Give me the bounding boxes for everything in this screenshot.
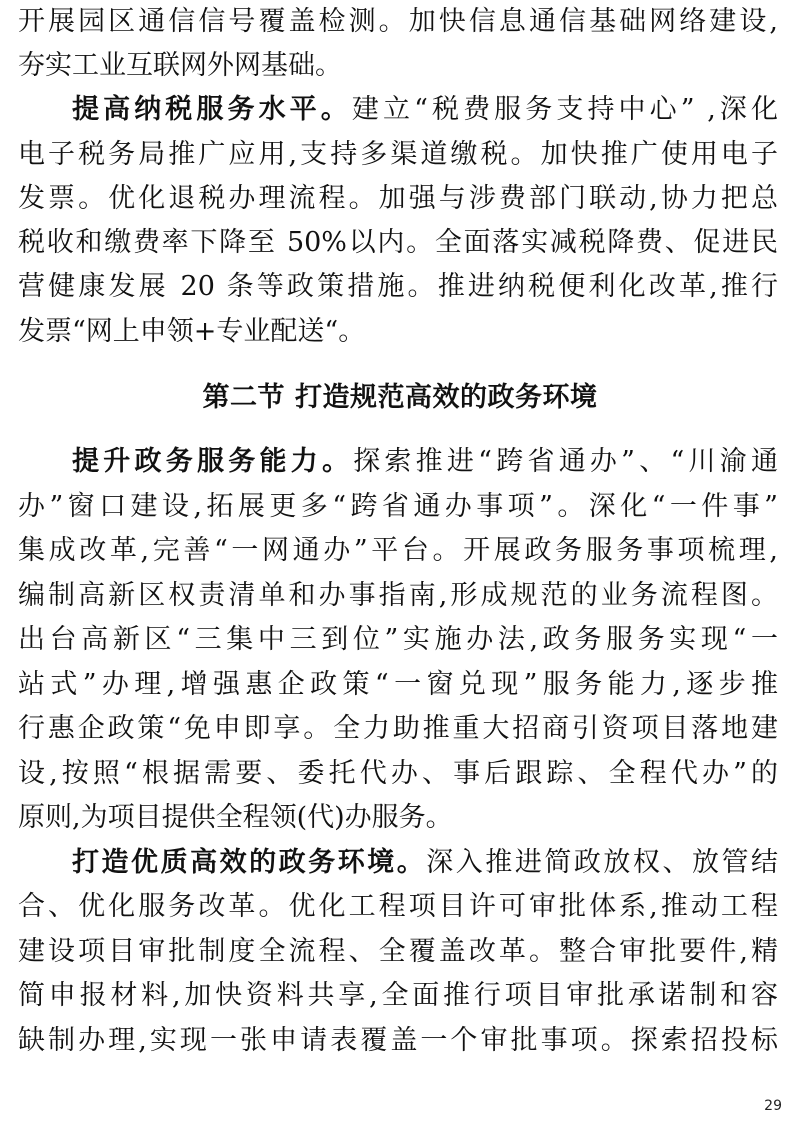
paragraph-first-line (72, 440, 778, 484)
paragraph-lead: 打造优质高效的政务环境。 (72, 847, 427, 878)
paragraph-lead: 提升政务服务能力。 (72, 446, 354, 477)
paragraph-first-line (72, 88, 778, 132)
paragraph-text: 探索推进“跨省通办”、“川渝通 (353, 446, 778, 477)
body-line: 简申报材料,加快资料共享,全面推行项目审批承诺制和容 (18, 980, 778, 1011)
body-line: 建设项目审批制度全流程、全覆盖改革。整合审批要件,精 (18, 936, 778, 967)
body-line: 设,按照“根据需要、委托代办、事后跟踪、全程代办”的 (18, 758, 778, 789)
body-line: 行惠企政策“免申即享。全力助推重大招商引资项目落地建 (18, 713, 778, 744)
body-line: 集成改革,完善“一网通办”平台。开展政务服务事项梳理, (18, 535, 778, 566)
paragraph-first-line (72, 841, 778, 885)
body-line: 站式”办理,增强惠企政策“一窗兑现”服务能力,逐步推 (18, 669, 778, 700)
body-line: 营健康发展 20 条等政策措施。推进纳税便利化改革,推行 (18, 271, 778, 302)
body-line: 开展园区通信信号覆盖检测。加快信息通信基础网络建设, (18, 6, 778, 37)
paragraph-lead: 提高纳税服务水平。 (72, 94, 352, 125)
body-line: 电子税务局推广应用,支持多渠道缴税。加快推广使用电子 (18, 139, 778, 170)
section-heading: 第二节 打造规范高效的政务环境 (202, 382, 598, 413)
body-line: 出台高新区“三集中三到位”实施办法,政务服务实现“一 (18, 624, 778, 655)
body-line: 编制高新区权责清单和办事指南,形成规范的业务流程图。 (18, 580, 778, 611)
body-line: 办”窗口建设,拓展更多“跨省通办事项”。深化“一件事” (18, 491, 778, 522)
body-line: 发票“网上申领+专业配送“。 (18, 316, 366, 347)
paragraph-text: 建立“税费服务支持中心” ,深化 (351, 94, 778, 125)
page-number: 29 (764, 1098, 782, 1114)
body-line: 夯实工业互联网外网基础。 (18, 50, 342, 81)
paragraph-text: 深入推进简政放权、放管结 (426, 847, 779, 878)
body-line: 缺制办理,实现一张申请表覆盖一个审批事项。探索招投标 (18, 1025, 778, 1056)
body-line: 发票。优化退税办理流程。加强与涉费部门联动,协力把总 (18, 183, 778, 214)
body-line: 税收和缴费率下降至 50%以内。全面落实减税降费、促进民 (18, 227, 778, 258)
body-line: 原则,为项目提供全程领(代)办服务。 (18, 802, 453, 833)
body-line: 合、优化服务改革。优化工程项目许可审批体系,推动工程 (18, 891, 778, 922)
